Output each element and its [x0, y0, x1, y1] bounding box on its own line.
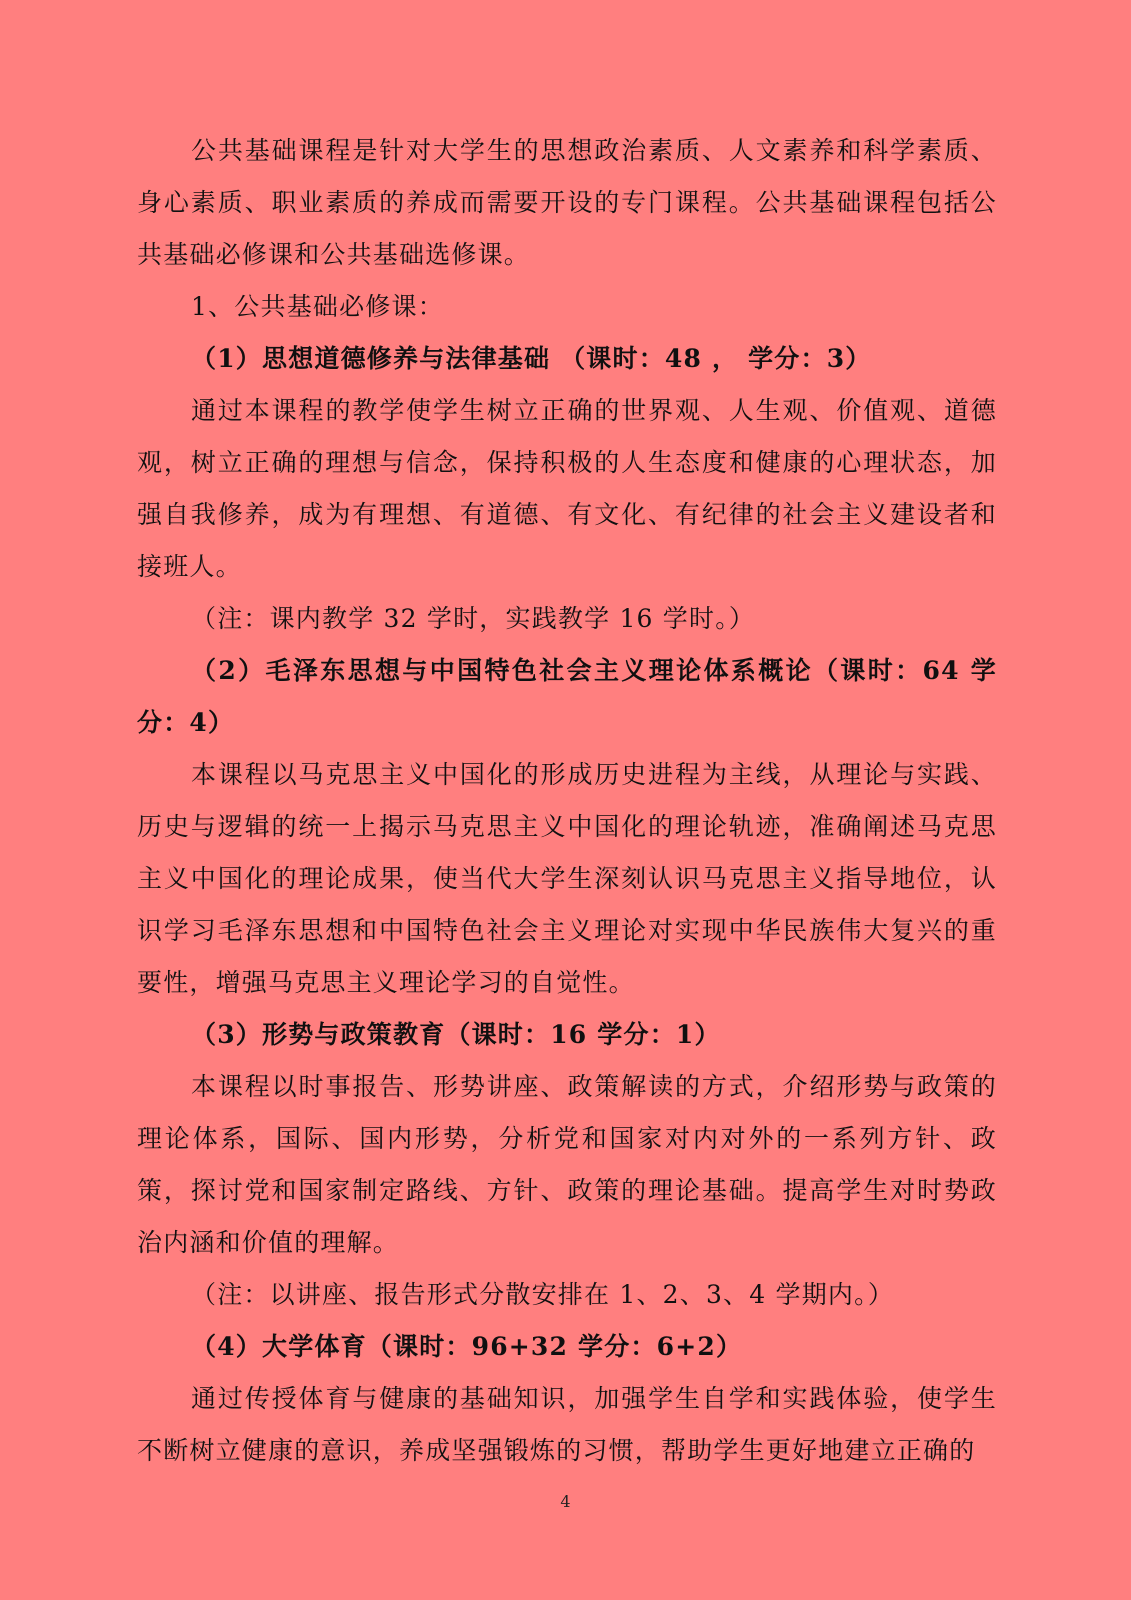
- course-heading-4: （4）大学体育（课时：96+32 学分：6+2）: [191, 1332, 743, 1361]
- page-number: 4: [560, 1492, 571, 1511]
- course-heading-3: （3）形势与政策教育（课时：16 学分：1）: [191, 1020, 721, 1049]
- course-body-2: 本课程以马克思主义中国化的形成历史进程为主线，从理论与实践、历史与逻辑的统一上揭示马克思主义中国化的理论轨迹，准确阐述马克思主义中国化的理论成果，使当代大学生深刻认识马克思主义指导地位，认识学习毛泽东思想和中国特色社会主义理论对实现中华民族伟大复兴的重要性，增强马克思主义理论学习的自觉性。: [137, 760, 997, 997]
- course-body-1: 通过本课程的教学使学生树立正确的世界观、人生观、价值观、道德观，树立正确的理想与信念，保持积极的人生态度和健康的心理状态，加强自我修养，成为有理想、有道德、有文化、有纪律的社会主义建设者和接班人。: [137, 396, 997, 581]
- course-heading-2: （2）毛泽东思想与中国特色社会主义理论体系概论（课时：64 学分：4）: [137, 656, 997, 737]
- course-heading-1: （1）思想道德修养与法律基础 （课时：48 ， 学分：3）: [191, 344, 872, 373]
- intro-paragraph: 公共基础课程是针对大学生的思想政治素质、人文素养和科学素质、身心素质、职业素质的养成而需要开设的专门课程。公共基础课程包括公共基础必修课和公共基础选修课。: [137, 136, 997, 269]
- document-body: [137, 125, 997, 1477]
- course-note-1: （注：课内教学 32 学时，实践教学 16 学时。）: [191, 604, 756, 633]
- course-body-4: 通过传授体育与健康的基础知识，加强学生自学和实践体验，使学生不断树立健康的意识，养成坚强锻炼的习惯，帮助学生更好地建立正确的: [137, 1384, 997, 1465]
- course-body-3: 本课程以时事报告、形势讲座、政策解读的方式，介绍形势与政策的理论体系，国际、国内形势，分析党和国家对内对外的一系列方针、政策，探讨党和国家制定路线、方针、政策的理论基础。提高学生对时势政治内涵和价值的理解。: [137, 1072, 997, 1257]
- course-note-3: （注：以讲座、报告形式分散安排在 1、2、3、4 学期内。）: [191, 1280, 895, 1309]
- section-title: 1、公共基础必修课：: [191, 292, 444, 321]
